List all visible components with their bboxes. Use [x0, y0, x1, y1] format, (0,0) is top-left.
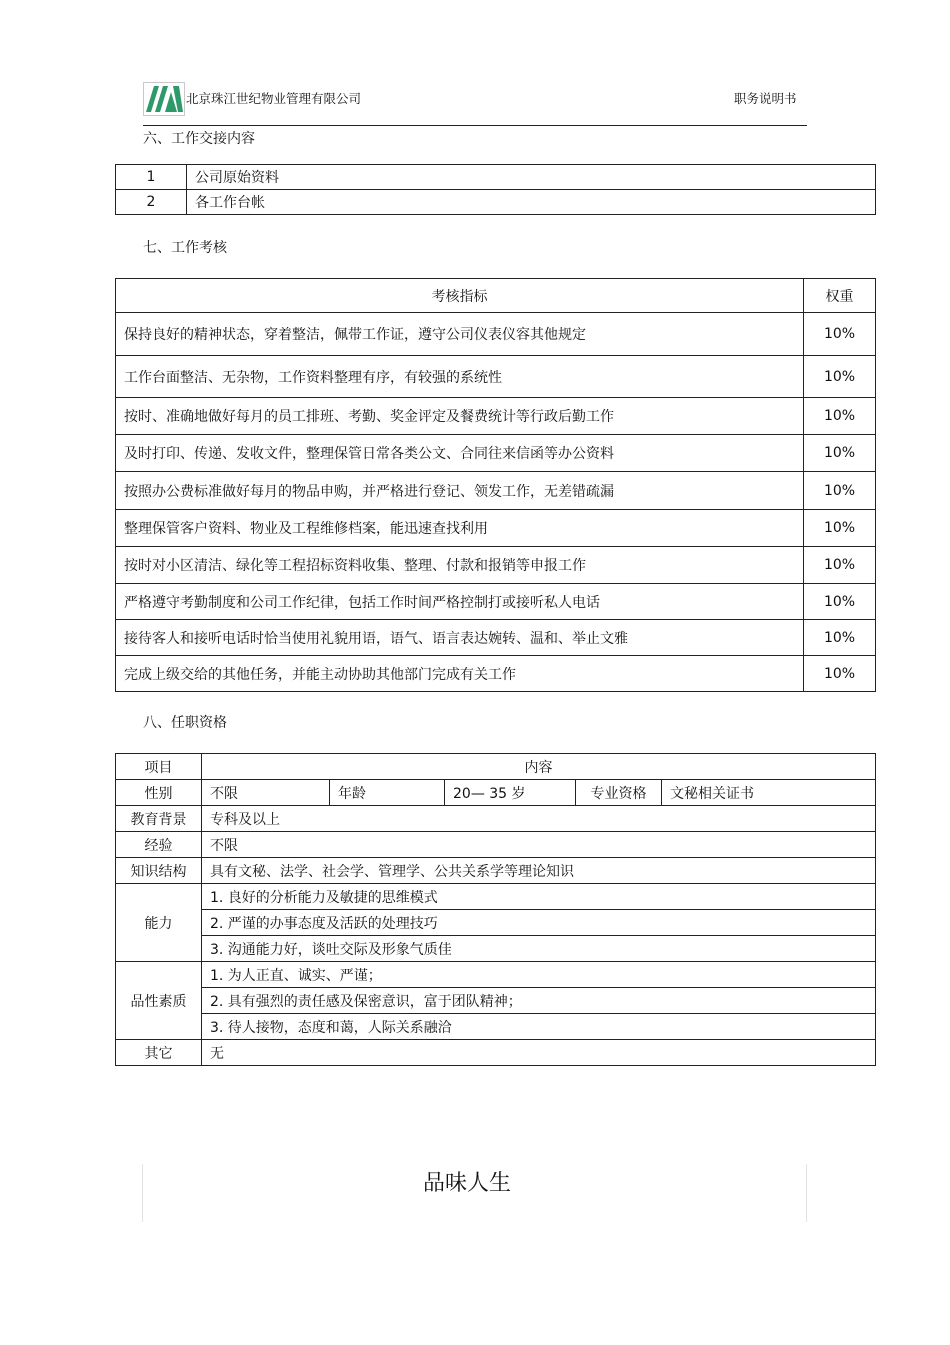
gender-label: 性别 — [116, 780, 202, 806]
indicator-text: 严格遵守考勤制度和公司工作纪律，包括工作时间严格控制打或接听私人电话 — [116, 584, 804, 620]
table-row — [116, 858, 876, 884]
education-value: 专科及以上 — [202, 806, 876, 832]
assessment-table — [115, 278, 876, 692]
header-weight: 权重 — [804, 279, 876, 313]
table-row — [116, 547, 876, 584]
table-row — [116, 190, 876, 215]
table-row — [116, 398, 876, 435]
age-value: 20— 35 岁 — [445, 780, 576, 806]
section6-title: 六、工作交接内容 — [143, 131, 255, 147]
header-indicator: 考核指标 — [116, 279, 804, 313]
indicator-text: 整理保管客户资料、物业及工程维修档案，能迅速查找利用 — [116, 510, 804, 547]
character-item: 1. 为人正直、诚实、严谨； — [202, 962, 876, 988]
indicator-text: 保持良好的精神状态，穿着整洁，佩带工作证，遵守公司仪表仪容其他规定 — [116, 313, 804, 356]
weight-value: 10% — [804, 356, 876, 398]
table-row — [116, 1014, 876, 1040]
table-row — [116, 988, 876, 1014]
table-row — [116, 806, 876, 832]
education-label: 教育背景 — [116, 806, 202, 832]
document-type: 职务说明书 — [734, 91, 797, 106]
weight-value: 10% — [804, 547, 876, 584]
table-row — [116, 165, 876, 190]
footer-title: 品味人生 — [422, 1171, 511, 1196]
gender-value: 不限 — [202, 780, 330, 806]
table-row — [116, 1040, 876, 1066]
ability-item: 2. 严谨的办事态度及活跃的处理技巧 — [202, 910, 876, 936]
table-row — [116, 832, 876, 858]
indicator-text: 按时、准确地做好每月的员工排班、考勤、奖金评定及餐费统计等行政后勤工作 — [116, 398, 804, 435]
other-label: 其它 — [116, 1040, 202, 1066]
indicator-text: 及时打印、传递、发收文件，整理保管日常各类公文、合同往来信函等办公资料 — [116, 435, 804, 472]
weight-value: 10% — [804, 398, 876, 435]
row-number: 1 — [116, 165, 187, 190]
handover-table — [115, 164, 876, 215]
handover-item: 公司原始资料 — [187, 165, 876, 190]
header-item: 项目 — [116, 754, 202, 780]
character-item: 3. 待人接物，态度和蔼，人际关系融洽 — [202, 1014, 876, 1040]
handover-item: 各工作台帐 — [187, 190, 876, 215]
indicator-text: 按时对小区清洁、绿化等工程招标资料收集、整理、付款和报销等申报工作 — [116, 547, 804, 584]
table-row — [116, 884, 876, 910]
weight-value: 10% — [804, 584, 876, 620]
indicator-text: 按照办公费标准做好每月的物品申购，并严格进行登记、领发工作，无差错疏漏 — [116, 472, 804, 510]
character-label: 品性素质 — [116, 962, 202, 1040]
indicator-text: 工作台面整洁、无杂物，工作资料整理有序，有较强的系统性 — [116, 356, 804, 398]
knowledge-label: 知识结构 — [116, 858, 202, 884]
table-row — [116, 313, 876, 356]
row-number: 2 — [116, 190, 187, 215]
table-row — [116, 910, 876, 936]
indicator-text: 完成上级交给的其他任务，并能主动协助其他部门完成有关工作 — [116, 656, 804, 692]
header-divider — [143, 125, 807, 126]
company-name: 北京珠江世纪物业管理有限公司 — [186, 91, 362, 106]
weight-value: 10% — [804, 510, 876, 547]
experience-value: 不限 — [202, 832, 876, 858]
table-row — [116, 620, 876, 656]
other-value: 无 — [202, 1040, 876, 1066]
ability-item: 1. 良好的分析能力及敏捷的思维模式 — [202, 884, 876, 910]
character-item: 2. 具有强烈的责任感及保密意识，富于团队精神； — [202, 988, 876, 1014]
weight-value: 10% — [804, 472, 876, 510]
qualification-table — [115, 753, 876, 1066]
age-label: 年龄 — [330, 780, 445, 806]
header-content: 内容 — [202, 754, 876, 780]
weight-value: 10% — [804, 620, 876, 656]
experience-label: 经验 — [116, 832, 202, 858]
weight-value: 10% — [804, 313, 876, 356]
ability-label: 能力 — [116, 884, 202, 962]
table-row — [116, 472, 876, 510]
weight-value: 10% — [804, 656, 876, 692]
table-row — [116, 780, 876, 806]
qualification-value: 文秘相关证书 — [662, 780, 876, 806]
table-row — [116, 584, 876, 620]
knowledge-value: 具有文秘、法学、社会学、管理学、公共关系学等理论知识 — [202, 858, 876, 884]
table-row — [116, 510, 876, 547]
qualification-label: 专业资格 — [576, 780, 662, 806]
company-logo — [143, 82, 185, 116]
table-row — [116, 936, 876, 962]
ability-item: 3. 沟通能力好，谈吐交际及形象气质佳 — [202, 936, 876, 962]
table-row — [116, 962, 876, 988]
section7-title: 七、工作考核 — [143, 240, 227, 256]
table-header-row — [116, 754, 876, 780]
table-row — [116, 356, 876, 398]
table-row — [116, 656, 876, 692]
weight-value: 10% — [804, 435, 876, 472]
indicator-text: 接待客人和接听电话时恰当使用礼貌用语，语气、语言表达婉转、温和、举止文雅 — [116, 620, 804, 656]
table-header-row — [116, 279, 876, 313]
section8-title: 八、任职资格 — [143, 715, 227, 731]
table-row — [116, 435, 876, 472]
